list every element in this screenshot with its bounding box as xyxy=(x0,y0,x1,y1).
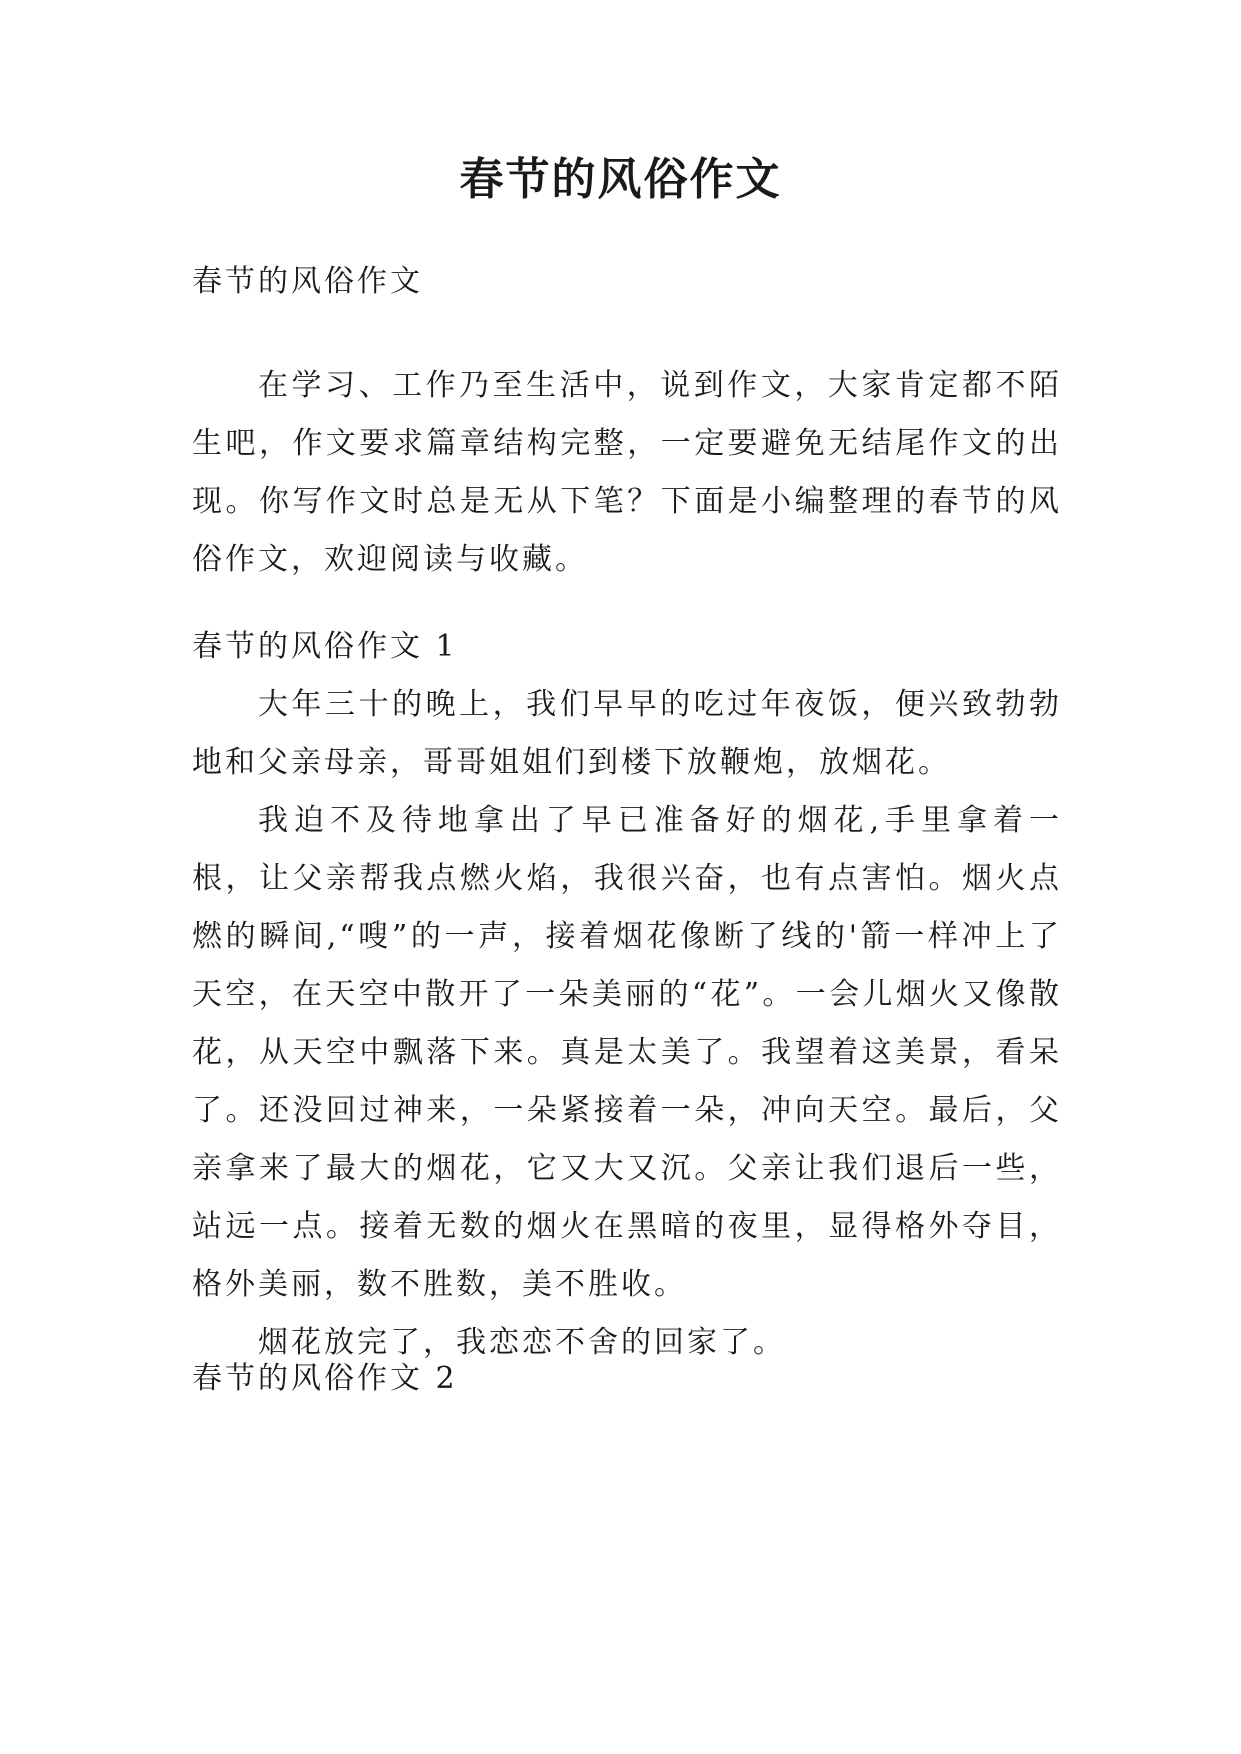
essay-1-body xyxy=(192,676,1062,1372)
essay-2-heading: 春节的风俗作文 2 xyxy=(192,1361,458,1396)
document-subtitle: 春节的风俗作文 xyxy=(192,264,423,299)
essay-1-paragraph: 烟花放完了，我恋恋不舍的回家了。 xyxy=(258,1325,786,1360)
essay-1-paragraph: 我迫不及待地拿出了早已准备好的烟花,手里拿着一根，让父亲帮我点燃火焰，我很兴奋，也有点害怕。烟火点燃的瞬间,“嗖”的一声，接着烟花像断了线的'箭一样冲上了天空，在天空中散开了一朵美丽的“花”。一会儿烟火又像散花，从天空中飘落下来。真是太美了。我望着这美景，看呆了。还没回过神来，一朵紧接着一朵，冲向天空。最后，父亲拿来了最大的烟花，它又大又沉。父亲让我们退后一些，站远一点。接着无数的烟火在黑暗的夜里，显得格外夺目，格外美丽，数不胜数，美不胜收。 xyxy=(192,803,1062,1302)
essay-1-heading: 春节的风俗作文 1 xyxy=(192,629,458,664)
intro-section xyxy=(192,357,1062,589)
document-title: 春节的风俗作文 xyxy=(459,154,782,205)
intro-paragraph: 在学习、工作乃至生活中，说到作文，大家肯定都不陌生吧，作文要求篇章结构完整，一定要避免无结尾作文的出现。你写作文时总是无从下笔？下面是小编整理的春节的风俗作文，欢迎阅读与收藏。 xyxy=(192,368,1062,577)
essay-1-paragraph: 大年三十的晚上，我们早早的吃过年夜饭，便兴致勃勃地和父亲母亲，哥哥姐姐们到楼下放鞭炮，放烟花。 xyxy=(192,687,1062,780)
